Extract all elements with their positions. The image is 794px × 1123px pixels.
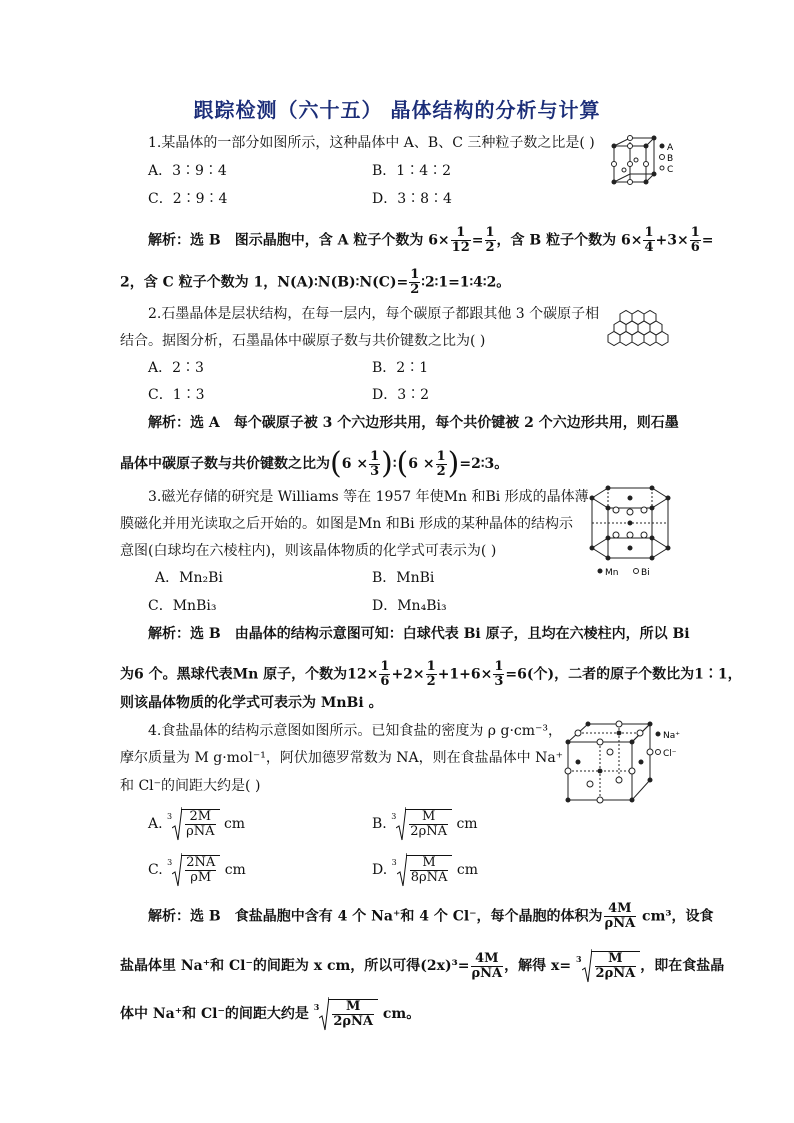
legend-a-marker [660, 144, 665, 149]
q1-option-b: B．1∶4∶2 [372, 163, 452, 179]
q4-stem-line2: 摩尔质量为 M g·mol⁻¹，阿伏加德罗常数为 NA，则在食盐晶体中 Na⁺ [120, 750, 564, 766]
q3-solution-line1: 解析：选 B 由晶体的结构示意图可知：白球代表 Bi 原子，且均在六棱柱内，所以 Bi [148, 626, 690, 642]
q1-solution-line1: 解析：选 B 图示晶胞中，含 A 粒子个数为 6× $\frac{1}{12}$ = $\frac{1}{2}$ ，含 B 粒子个数为 6× $\frac{1}{4}$ +3× $\frac{1}{6}$ = [148, 225, 714, 255]
legend-na-marker [656, 732, 661, 737]
q4-option-b: B. 3 $\frac{M}{\text{2ρNA}}$ cm [372, 809, 478, 839]
q3-solution-line2: 为6 个。黑球代表Mn 原子，个数为12× $\frac{1}{6}$ +2× $\frac{1}{2}$ +1+6× $\frac{1}{3}$ =6(个)，二者的原子个数比为1∶1， [120, 659, 742, 689]
q4-option-a: A. 3 $\frac{2M}{\text{ρNA}}$ cm [148, 809, 246, 839]
legend-c: C [667, 165, 674, 175]
legend-mn: Mn [605, 568, 619, 578]
legend-b: B [667, 154, 674, 164]
q3-option-b: B．MnBi [372, 570, 435, 586]
q3-stem-line1: 3.磁光存储的研究是 Williams 等在 1957 年使Mn 和Bi 形成的晶体薄 [148, 489, 589, 505]
legend-bi: Bi [641, 568, 650, 578]
q2-option-b: B．2∶1 [372, 360, 429, 376]
q4-solution-line2: 盐晶体里 Na⁺和 Cl⁻的间距为 x cm，所以可得(2x)³= $\frac{4M}{\text{ρNA}}$ ，解得 x= 3 $\frac{M}{\text{2ρNA}}$ ，即在食盐晶 [120, 950, 725, 981]
q1-prism-figure [600, 130, 690, 196]
q2-option-d: D．3∶2 [372, 387, 430, 403]
legend-c-marker [660, 166, 664, 170]
q2-option-c: C．1∶3 [148, 387, 205, 403]
q3-option-d: D．Mn₄Bi₃ [372, 598, 447, 614]
q4-stem-line1: 4.食盐晶体的结构示意图如图所示。已知食盐的密度为 ρ g·cm⁻³， [148, 723, 563, 739]
q2-graphite-figure [600, 300, 680, 360]
q4-stem-line3: 和 Cl⁻的间距大约是( ) [120, 778, 261, 794]
q4-solution-line1: 解析：选 B 食盐晶胞中含有 4 个 Na⁺和 4 个 Cl⁻，每个晶胞的体积为 $\frac{4M}{\text{ρNA}}$ cm³，设食 [148, 901, 714, 931]
q3-stem-line2: 膜磁化并用光读取之后开始的。如图是Mn 和Bi 形成的某种晶体的结构示 [120, 516, 574, 532]
q1-option-d: D．3∶8∶4 [372, 191, 452, 207]
q1-option-a: A．3∶9∶4 [148, 163, 227, 179]
q3-option-c: C．MnBi₃ [148, 598, 217, 614]
legend-cl: Cl⁻ [663, 749, 677, 759]
q2-stem-line1: 2.石墨晶体是层状结构，在每一层内，每个碳原子都跟其他 3 个碳原子相 [148, 306, 600, 322]
q2-stem-line2: 结合。据图分析，石墨晶体中碳原子数与共价键数之比为( ) [120, 333, 486, 349]
q2-solution-line1: 解析：选 A 每个碳原子被 3 个六边形共用，每个共价键被 2 个六边形共用，则石墨 [148, 415, 679, 431]
q4-solution-line3: 体中 Na⁺和 Cl⁻的间距大约是 3 $\frac{M}{\text{2ρNA}}$ cm。 [120, 999, 421, 1029]
q2-solution-line2: 晶体中碳原子数与共价键数之比为(6 × $\frac{1}{3}$ )∶(6 × $\frac{1}{2}$ )=2∶3。 [120, 446, 509, 481]
q4-option-c: C. 3 $\frac{2NA}{\rho M}$ cm [148, 855, 246, 885]
q1-solution-line2: 2，含 C 粒子个数为 1，N(A)∶N(B)∶N(C)= $\frac{1}{2}$ ∶2∶1=1∶4∶2。 [120, 267, 511, 297]
q3-hexprism-figure [580, 480, 680, 580]
q3-option-a: A．Mn₂Bi [155, 570, 223, 586]
legend-a: A [667, 143, 674, 153]
legend-b-marker [660, 155, 665, 160]
q2-option-a: A．2∶3 [148, 360, 204, 376]
legend-mn-marker [598, 569, 603, 574]
q1-stem: 1.某晶体的一部分如图所示，这种晶体中 A、B、C 三种粒子数之比是( ) [148, 135, 595, 151]
legend-bi-marker [634, 569, 639, 574]
q3-solution-line3: 则该晶体物质的化学式可表示为 MnBi 。 [120, 695, 383, 711]
q3-stem-line3: 意图(白球均在六棱柱内)，则该晶体物质的化学式可表示为( ) [120, 543, 497, 559]
legend-cl-marker [656, 750, 661, 755]
q4-option-d: D. 3 $\frac{M}{\text{8ρNA}}$ cm [372, 855, 478, 885]
q1-option-c: C．2∶9∶4 [148, 191, 228, 207]
page-title: 跟踪检测（六十五） 晶体结构的分析与计算 [193, 98, 601, 122]
legend-na: Na⁺ [663, 731, 680, 741]
q4-nacl-figure [560, 718, 686, 808]
